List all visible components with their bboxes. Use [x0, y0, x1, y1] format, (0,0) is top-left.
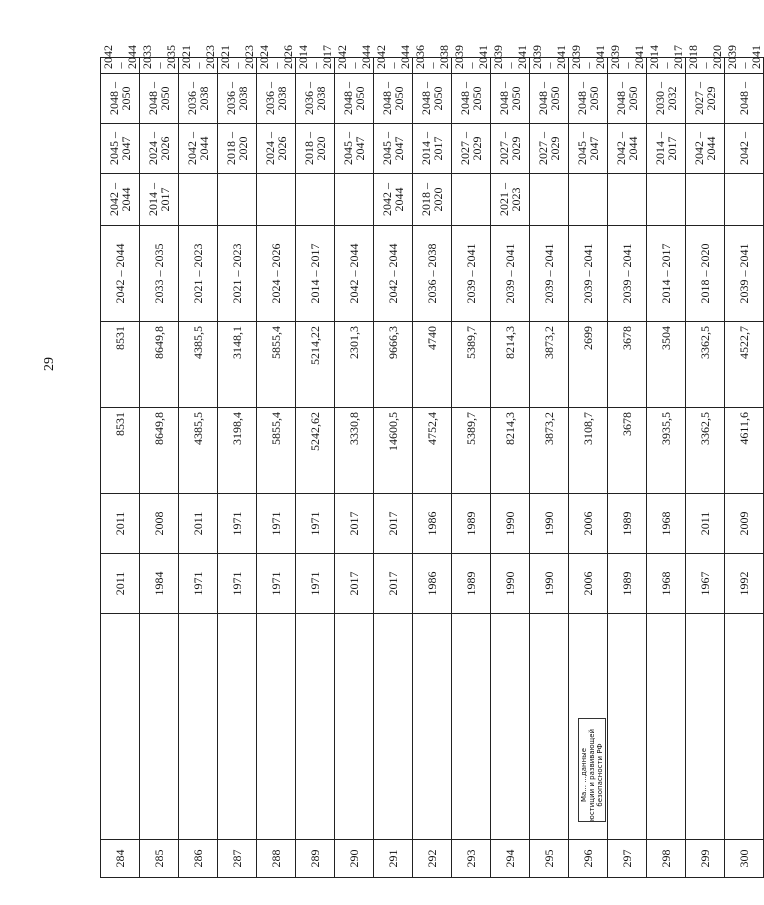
table-cell-year_built: 1990 [491, 554, 530, 614]
table-cell-period_3: 2042 – 2044 [686, 124, 725, 174]
table-row [530, 58, 569, 878]
table-cell-area_total: 4752,4 [413, 408, 452, 494]
table-cell-area_living: 2301,3 [335, 322, 374, 408]
table-cell-area_living: 4522,7 [725, 322, 764, 408]
table-cell-area_total: 4385,5 [179, 408, 218, 494]
table-cell-period_3: 2045 – 2047 [335, 124, 374, 174]
table-cell-year_recon: 1989 [452, 494, 491, 554]
table-cell-period_1: 2042 – 2044 [101, 226, 140, 322]
table-cell-period_1: 2021 – 2023 [218, 226, 257, 322]
table-cell-area_total: 8649,8 [140, 408, 179, 494]
table-cell-No: 300 [725, 840, 764, 878]
table-cell-period_3: 2024 – 2026 [140, 124, 179, 174]
table-cell-area_living: 3148,1 [218, 322, 257, 408]
table-cell-area_total: 5389,7 [452, 408, 491, 494]
table-cell-year_recon: 1989 [608, 494, 647, 554]
table-cell-area_living: 8531 [101, 322, 140, 408]
table-cell-address [647, 614, 686, 840]
table-row [257, 58, 296, 878]
table-cell-address [257, 614, 296, 840]
rotated-table-container [100, 45, 763, 878]
table-cell-year_recon: 1990 [491, 494, 530, 554]
table-cell-period_4: 2048 – 2050 [491, 74, 530, 124]
table-row [647, 58, 686, 878]
table-cell-No: 292 [413, 840, 452, 878]
table-cell-year_recon: 2011 [686, 494, 725, 554]
table-cell-period_1: 2014 – 2017 [296, 226, 335, 322]
table-cell-No: 285 [140, 840, 179, 878]
table-row [608, 58, 647, 878]
table-cell-period_1: 2039 – 2041 [491, 226, 530, 322]
table-cell-area_total: 3362,5 [686, 408, 725, 494]
table-row [140, 58, 179, 878]
table-cell-period_2 [530, 174, 569, 226]
table-cell-year_built: 1986 [413, 554, 452, 614]
table-cell-address [608, 614, 647, 840]
table-cell-area_living: 8214,3 [491, 322, 530, 408]
table-cell-area_living: 3678 [608, 322, 647, 408]
table-cell-period_1: 2021 – 2023 [179, 226, 218, 322]
table-cell-address [218, 614, 257, 840]
table-cell-period_4: 2048 – 2050 [530, 74, 569, 124]
table-cell-year_recon: 2011 [101, 494, 140, 554]
table-cell-period_2: 2014 – 2017 [140, 174, 179, 226]
table-cell-year_recon: 1968 [647, 494, 686, 554]
table-cell-area_total: 14600,5 [374, 408, 413, 494]
table-cell-period_3: 2045 – 2047 [101, 124, 140, 174]
table-cell-No: 297 [608, 840, 647, 878]
table-cell-year_recon: 2017 [374, 494, 413, 554]
table-cell-period_3: 2024 – 2026 [257, 124, 296, 174]
table-cell-year_recon: 2008 [140, 494, 179, 554]
table-cell-year_built: 2017 [374, 554, 413, 614]
table-cell-No: 293 [452, 840, 491, 878]
table-cell-year_built: 2011 [101, 554, 140, 614]
table-cell-period_2: 2021 – 2023 [491, 174, 530, 226]
table-cell-No: 294 [491, 840, 530, 878]
table-cell-period_5: 2036 – 2038 [413, 58, 452, 74]
table-cell-period_3: 2027 – 2029 [530, 124, 569, 174]
table-cell-period_4: 2048 – 2050 [569, 74, 608, 124]
table-cell-No: 296 [569, 840, 608, 878]
table-cell-period_4: 2048 – 2050 [413, 74, 452, 124]
table-cell-period_2 [335, 174, 374, 226]
table-cell-period_2: 2042 – 2044 [374, 174, 413, 226]
table-cell-address [530, 614, 569, 840]
table-cell-period_2 [296, 174, 335, 226]
housing-table [100, 45, 764, 878]
table-cell-area_total: 3678 [608, 408, 647, 494]
table-cell-period_2 [452, 174, 491, 226]
table-cell-period_4: 2036 – 2038 [257, 74, 296, 124]
stamp-line: безопасности РФ [596, 743, 604, 807]
stamp-line: Ма... ...данные [580, 747, 588, 803]
table-cell-area_total: 3108,7 [569, 408, 608, 494]
table-cell-period_3: 2045 – 2047 [569, 124, 608, 174]
table-cell-address [413, 614, 452, 840]
table-cell-area_total: 5242,62 [296, 408, 335, 494]
table-cell-year_built: 1968 [647, 554, 686, 614]
table-cell-period_5: 2039 – 2041 [608, 58, 647, 74]
table-row [218, 58, 257, 878]
table-cell-period_5: 2014 – 2017 [296, 58, 335, 74]
stamp [578, 718, 606, 822]
table-cell-address [101, 614, 140, 840]
table-cell-period_4: 2048 – 2050 [140, 74, 179, 124]
table-row [452, 58, 491, 878]
table-cell-period_2 [569, 174, 608, 226]
table-cell-area_living: 9666,3 [374, 322, 413, 408]
table-cell-period_5: 2024 – 2026 [257, 58, 296, 74]
table-cell-area_living: 3873,2 [530, 322, 569, 408]
table-row [296, 58, 335, 878]
stamp-line: юстиции и развивающей [588, 728, 596, 822]
table-cell-No: 288 [257, 840, 296, 878]
table-cell-area_living: 4740 [413, 322, 452, 408]
table-cell-period_5: 2039 – 2041 [725, 58, 764, 74]
table-cell-period_5: 2014 – 2017 [647, 58, 686, 74]
table-body [101, 45, 764, 878]
table-row [725, 58, 764, 878]
table-cell-period_1: 2036 – 2038 [413, 226, 452, 322]
table-cell-area_living: 2699 [569, 322, 608, 408]
table-cell-period_5: 2039 – 2041 [530, 58, 569, 74]
table-cell-period_5: 2042 – 2044 [101, 58, 140, 74]
table-cell-period_3: 2018 – 2020 [218, 124, 257, 174]
table-cell-year_recon: 2009 [725, 494, 764, 554]
table-cell-period_1: 2042 – 2044 [374, 226, 413, 322]
table-cell-year_recon: 1986 [413, 494, 452, 554]
table-cell-period_1: 2014 – 2017 [647, 226, 686, 322]
table-cell-period_1: 2018 – 2020 [686, 226, 725, 322]
table-cell-period_2 [608, 174, 647, 226]
table-row [101, 58, 140, 878]
table-cell-period_4: 2027 – 2029 [686, 74, 725, 124]
table-cell-period_2 [257, 174, 296, 226]
table-row [335, 58, 374, 878]
table-cell-address [686, 614, 725, 840]
table-cell-area_total: 3935,5 [647, 408, 686, 494]
table-cell-period_3: 2027 – 2029 [491, 124, 530, 174]
table-cell-period_4: 2030 – 2032 [647, 74, 686, 124]
table-cell-No: 289 [296, 840, 335, 878]
table-cell-period_2: 2042 – 2044 [101, 174, 140, 226]
table-cell-period_1: 2039 – 2041 [530, 226, 569, 322]
table-cell-period_5: 2018 – 2020 [686, 58, 725, 74]
table-cell-address [452, 614, 491, 840]
table-cell-year_recon: 1971 [296, 494, 335, 554]
table-row [491, 58, 530, 878]
table-cell-period_3: 2014 – 2017 [647, 124, 686, 174]
table-cell-year_built: 2017 [335, 554, 374, 614]
table-cell-period_5: 2042 – 2044 [335, 58, 374, 74]
table-cell-address [335, 614, 374, 840]
table-cell-year_built: 1971 [218, 554, 257, 614]
table-cell-year_recon: 2011 [179, 494, 218, 554]
table-cell-No: 298 [647, 840, 686, 878]
table-cell-year_built: 1971 [296, 554, 335, 614]
table-cell-period_5: 2039 – 2041 [569, 58, 608, 74]
table-cell-period_3: 2014 – 2017 [413, 124, 452, 174]
stamp-text [580, 726, 604, 824]
table-cell-period_5: 2021 – 2023 [179, 58, 218, 74]
page-number: 29 [42, 357, 57, 371]
table-row [413, 58, 452, 878]
table-row [179, 58, 218, 878]
table-cell-period_1: 2042 – 2044 [335, 226, 374, 322]
table-cell-period_2 [725, 174, 764, 226]
table-cell-period_1: 2039 – 2041 [725, 226, 764, 322]
table-cell-address [140, 614, 179, 840]
table-cell-period_1: 2039 – 2041 [452, 226, 491, 322]
table-cell-address [725, 614, 764, 840]
table-cell-area_living: 3504 [647, 322, 686, 408]
table-cell-period_5: 2039 – 2041 [452, 58, 491, 74]
table-cell-area_total: 3873,2 [530, 408, 569, 494]
table-cell-area_living: 5855,4 [257, 322, 296, 408]
table-cell-area_living: 8649,8 [140, 322, 179, 408]
table-cell-period_3: 2027 – 2029 [452, 124, 491, 174]
table-cell-period_5: 2033 – 2035 [140, 58, 179, 74]
table-cell-area_living: 4385,5 [179, 322, 218, 408]
table-cell-period_3: 2045 – 2047 [374, 124, 413, 174]
table-cell-year_built: 2006 [569, 554, 608, 614]
table-cell-period_2 [647, 174, 686, 226]
table-cell-No: 286 [179, 840, 218, 878]
table-cell-area_living: 5214,22 [296, 322, 335, 408]
table-cell-period_3: 2042 – 2044 [608, 124, 647, 174]
table-cell-year_recon: 1971 [257, 494, 296, 554]
table-cell-period_3: 2042 – [725, 124, 764, 174]
table-cell-area_total: 8214,3 [491, 408, 530, 494]
table-cell-period_4: 2036 – 2038 [179, 74, 218, 124]
table-cell-period_1: 2033 – 2035 [140, 226, 179, 322]
table-cell-year_built: 1990 [530, 554, 569, 614]
table-cell-period_4: 2036 – 2038 [296, 74, 335, 124]
table-cell-period_4: 2048 – [725, 74, 764, 124]
table-cell-period_1: 2039 – 2041 [569, 226, 608, 322]
table-cell-year_built: 1989 [608, 554, 647, 614]
table-cell-No: 284 [101, 840, 140, 878]
table-cell-period_5: 2021 – 2023 [218, 58, 257, 74]
table-cell-period_4: 2036 – 2038 [218, 74, 257, 124]
table-cell-address [179, 614, 218, 840]
table-cell-period_1: 2039 – 2041 [608, 226, 647, 322]
table-cell-period_2 [686, 174, 725, 226]
table-cell-year_built: 1992 [725, 554, 764, 614]
table-cell-year_recon: 1990 [530, 494, 569, 554]
table-cell-period_1: 2024 – 2026 [257, 226, 296, 322]
table-cell-No: 291 [374, 840, 413, 878]
table-cell-No: 295 [530, 840, 569, 878]
table-cell-year_recon: 1971 [218, 494, 257, 554]
table-cell-period_4: 2048 – 2050 [374, 74, 413, 124]
table-cell-period_4: 2048 – 2050 [335, 74, 374, 124]
table-cell-period_4: 2048 – 2050 [101, 74, 140, 124]
table-cell-year_built: 1971 [257, 554, 296, 614]
table-cell-period_5: 2042 – 2044 [374, 58, 413, 74]
table-cell-area_living: 3362,5 [686, 322, 725, 408]
table-cell-period_4: 2048 – 2050 [452, 74, 491, 124]
table-cell-period_2 [179, 174, 218, 226]
table-cell-period_2: 2018 – 2020 [413, 174, 452, 226]
table-cell-period_3: 2042 – 2044 [179, 124, 218, 174]
table-row [686, 58, 725, 878]
table-cell-address [296, 614, 335, 840]
table-cell-area_total: 8531 [101, 408, 140, 494]
table-cell-address [491, 614, 530, 840]
table-cell-No: 287 [218, 840, 257, 878]
table-cell-year_built: 1984 [140, 554, 179, 614]
table-cell-year_built: 1967 [686, 554, 725, 614]
table-cell-area_living: 5389,7 [452, 322, 491, 408]
table-cell-year_built: 1989 [452, 554, 491, 614]
table-cell-area_total: 3330,8 [335, 408, 374, 494]
table-cell-area_total: 4611,6 [725, 408, 764, 494]
table-cell-period_3: 2018 – 2020 [296, 124, 335, 174]
table-cell-year_recon: 2006 [569, 494, 608, 554]
table-cell-area_total: 5855,4 [257, 408, 296, 494]
table-cell-address [374, 614, 413, 840]
table-row [374, 58, 413, 878]
table-cell-period_2 [218, 174, 257, 226]
table-cell-No: 299 [686, 840, 725, 878]
table-cell-year_recon: 2017 [335, 494, 374, 554]
table-cell-period_4: 2048 – 2050 [608, 74, 647, 124]
table-cell-No: 290 [335, 840, 374, 878]
table-cell-year_built: 1971 [179, 554, 218, 614]
table-cell-period_5: 2039 – 2041 [491, 58, 530, 74]
table-cell-area_total: 3198,4 [218, 408, 257, 494]
